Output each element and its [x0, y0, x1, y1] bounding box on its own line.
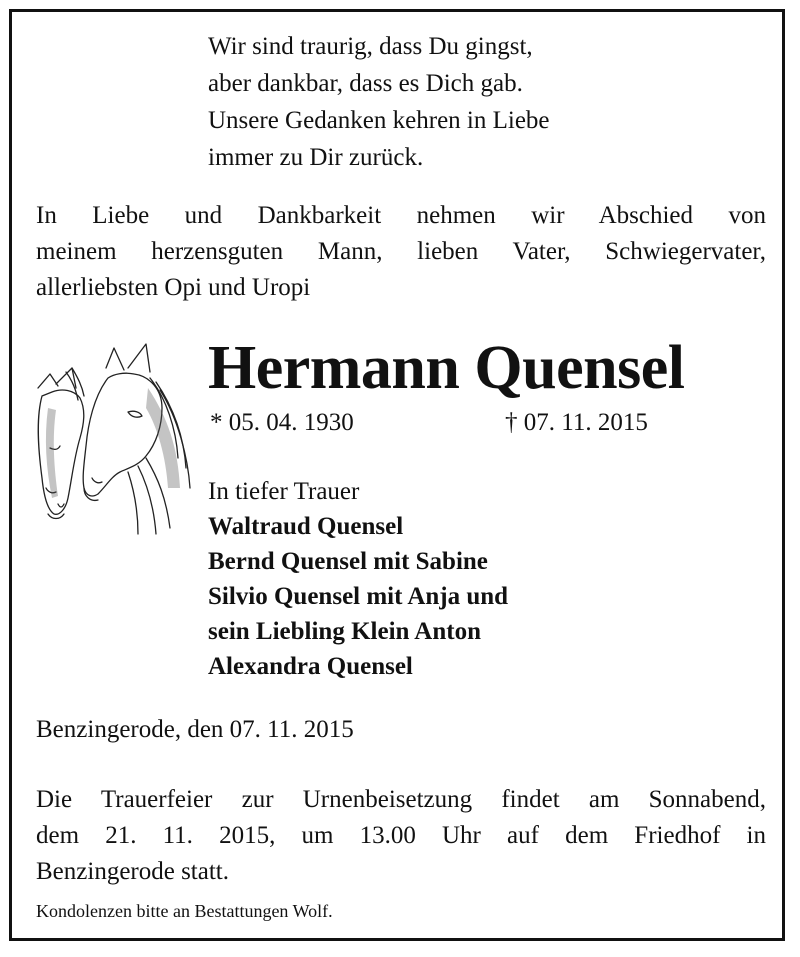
mourner-name: Alexandra Quensel — [208, 653, 413, 680]
funeral-line: Benzingerode statt. — [36, 858, 229, 885]
mourner-name: Silvio Quensel mit Anja und — [208, 583, 509, 610]
poem — [208, 28, 550, 176]
intro-text — [36, 198, 766, 306]
intro-line: allerliebsten Opi und Uropi — [36, 274, 311, 301]
intro-line: In Liebe und Dankbarkeit nehmen wir Abschied von — [36, 202, 766, 229]
condolence-note: Kondolenzen bitte an Bestattungen Wolf. — [36, 901, 333, 921]
death-date: † 07. 11. 2015 — [505, 409, 648, 436]
poem-line: Unsere Gedanken kehren in Liebe — [208, 107, 550, 134]
poem-line: immer zu Dir zurück. — [208, 144, 424, 171]
mourners-block — [208, 474, 508, 684]
intro-line: meinem herzensguten Mann, lieben Vater, Schwiegervater, — [36, 238, 766, 265]
mourner-name: sein Liebling Klein Anton — [208, 618, 481, 645]
place-date: Benzingerode, den 07. 11. 2015 — [36, 716, 354, 743]
funeral-line: dem 21. 11. 2015, um 13.00 Uhr auf dem Friedhof in — [36, 822, 766, 849]
deceased-name: Hermann Quensel — [208, 334, 685, 402]
mourners-heading: In tiefer Trauer — [208, 478, 360, 505]
funeral-info — [36, 782, 766, 890]
horse-heads-illustration-icon — [28, 338, 196, 538]
poem-line: Wir sind traurig, dass Du gingst, — [208, 33, 533, 60]
funeral-line: Die Trauerfeier zur Urnenbeisetzung findet am Sonnabend, — [36, 786, 766, 813]
mourner-name: Waltraud Quensel — [208, 513, 404, 540]
birth-date: * 05. 04. 1930 — [210, 409, 354, 436]
poem-line: aber dankbar, dass es Dich gab. — [208, 70, 523, 97]
mourner-name: Bernd Quensel mit Sabine — [208, 548, 488, 575]
